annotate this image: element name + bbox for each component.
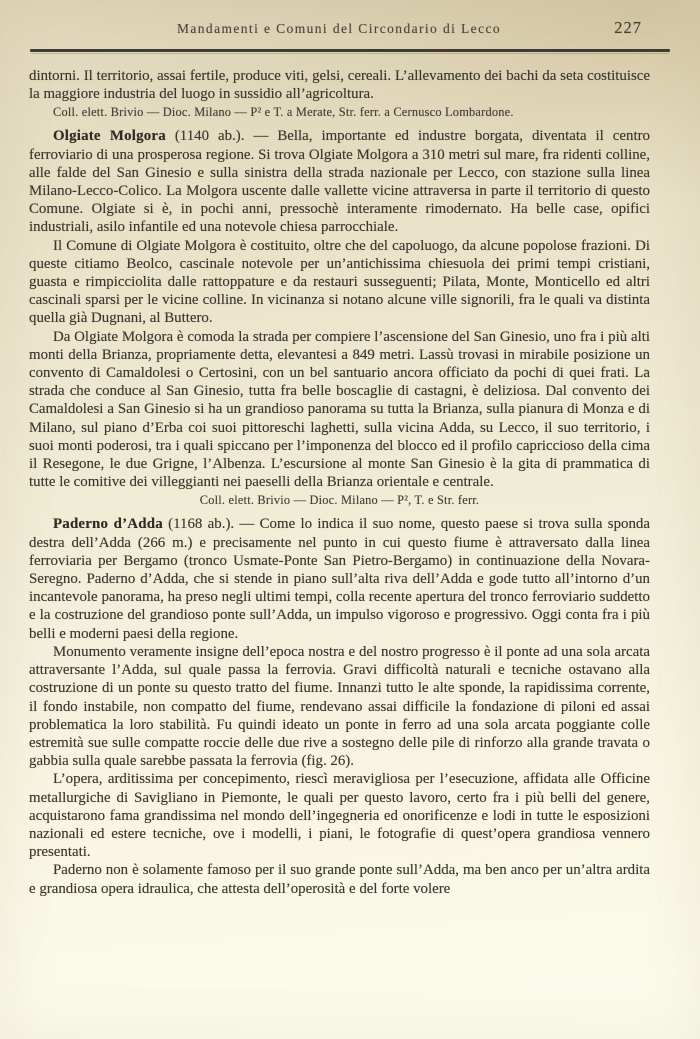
entry-paragraph-olgiate-molgora — [29, 127, 650, 236]
entry-heading-olgiate-molgora: Olgiate Molgora — [53, 128, 166, 145]
paragraph-opera-idraulica: Paderno non è solamente famoso per il suo grande ponte sull’Adda, ma ben anco per un’altra ardita e grandiosa opera idraulica, che attesta dell’operosità e del forte volere — [29, 862, 650, 897]
gazetteer-info-line-brivio-merate: Coll. elett. Brivio — Dioc. Milano — P² e T. a Merate, Str. ferr. a Cernusco Lombardone. — [53, 105, 514, 120]
entry-paragraph-paderno-dadda — [29, 515, 650, 642]
paragraph-officine-savigliano: L’opera, arditissima per concepimento, riescì meravigliosa per l’esecuzione, affidata alle Officine metallurgiche di Savigliano in Piemonte, le quali per questo lavoro, certo fra i più belli del genere, acquistarono fama grandissima nel mondo dell’ingegneria ed onorificenze e lodi in tutte le esposizioni nazionali ed estere tecniche, ove i modelli, i piani, le fotografie di quest’opera grandiosa vennero presentati. — [29, 771, 650, 861]
page-number: 227 — [614, 18, 642, 37]
paragraph-comune-olgiate-frazioni: Il Comune di Olgiate Molgora è costituito, oltre che del capoluogo, da alcune popolose frazioni. Di queste citiamo Beolco, cascinale notevole per un’antichissima chiesuola dei primi tempi cristiani, guasta e rimpicciolita dalle rattoppature e da restauri susseguenti; Pilata, Monte, Monticello ed altri cascinali sparsi per le vicine colline. In vicinanza si notano alcune ville signorili, fra le quali va distinta quella già Dugnani, al Buttero. — [29, 237, 650, 327]
paper-speck — [644, 369, 648, 372]
entry-text-olgiate-molgora: (1140 ab.). — Bella, importante ed industre borgata, diventata il centro ferroviario di una prosperosa regione. Si trova Olgiate Molgora a 310 metri sul mare, fra ridenti colline, alle falde del San Ginesio e sulla sinistra della strada nazionale per Lecco, con stazione sulla linea Milano-Lecco-Colico. La Molgora uscente dalle vallette vicine attraversa in parte il territorio di questo Comune. Olgiate si è, in pochi anni, pressochè interamente rimodernato. Ha belle case, opifici industriali, asilo infantile ed una notevole chiesa parrocchiale. — [29, 128, 650, 236]
paragraph-continuation-dintorni: dintorni. Il territorio, assai fertile, produce viti, gelsi, cereali. L’allevamento dei bachi da seta costituisce la maggiore industria del luogo in sussidio all’agricoltura. — [29, 68, 650, 103]
text-column — [29, 67, 650, 898]
paragraph-ponte-monumento: Monumento veramente insigne dell’epoca nostra e del nostro progresso è il ponte ad una sola arcata attraversante l’Adda, sul quale passa la ferrovia. Gravi difficoltà naturali e tecniche ostavano alla costruzione di un ponte su questo tratto del fiume. Innanzi tutto le alte sponde, la rapidissima corrente, il fondo instabile, non compatto del fiume, rendevano assai difficile la fondazione di piloni ed assai problematica la loro stabilità. Fu quindi ideato un ponte in ferro ad una sola arcata poggiante colle estremità sue sulle compatte roccie delle due rive a sostegno delle pile di rinforzo alla grande travata o gabbia sulla quale sarebbe passata la ferrovia (fig. 26). — [29, 643, 650, 770]
entry-text-paderno-dadda: (1168 ab.). — Come lo indica il suo nome, questo paese si trova sulla sponda destra dell’Adda (266 m.) e precisamente nel punto in cui questo fiume è attraversato dalla linea ferroviaria per Bergamo (tronco Usmate-Ponte San Pietro-Bergamo) in continuazione della Novara-Seregno. Paderno d’Adda, che si stende in piano sull’alta riva dell’Adda e gode tutto all’intorno d’un incantevole panorama, ha preso negli ultimi tempi, colla recente apertura del tronco ferroviario suddetto e la costruzione del grandioso ponte sull’Adda, un impulso vigoroso e progressivo. Oggi conta fra i più belli e moderni paesi della regione. — [29, 516, 650, 642]
header-rule — [30, 49, 670, 52]
paragraph-san-ginesio-ascensione: Da Olgiate Molgora è comoda la strada per compiere l’ascensione del San Ginesio, uno fra i più alti monti della Brianza, propriamente detta, elevantesi a 849 metri. Lassù trovasi in mirabile posizione un convento di Camaldolesi o Certosini, con un bel santuario ancora officiato da pochi di quei frati. La strada che conduce al San Ginesio, tutta fra belle boscaglie di castagni, è deliziosa. Dal convento dei Camaldolesi a San Ginesio si ha un grandioso panorama su tutta la Brianza, sulla pianura di Monza e di Milano, sul piano d’Erba coi suoi pittoreschi laghetti, sulla vicina Adda, su Lecco, il suo territorio, i suoi monti poderosi, tra i quali spiccano per l’imponenza del blocco ed il profilo capriccioso della cima il Resegone, le due Grigne, l’Albenza. L’escursione al monte San Ginesio è la gita di prammatica di tutte le comitive dei villeggianti nei paeselli della Brianza orientale e centrale. — [29, 328, 650, 491]
running-head-title: Mandamenti e Comuni del Circondario di Lecco — [176, 21, 502, 36]
gazetteer-info-line-brivio-milano: Coll. elett. Brivio — Dioc. Milano — P², T. e Str. ferr. — [199, 493, 480, 508]
entry-heading-paderno-dadda: Paderno d’Adda — [53, 516, 163, 533]
